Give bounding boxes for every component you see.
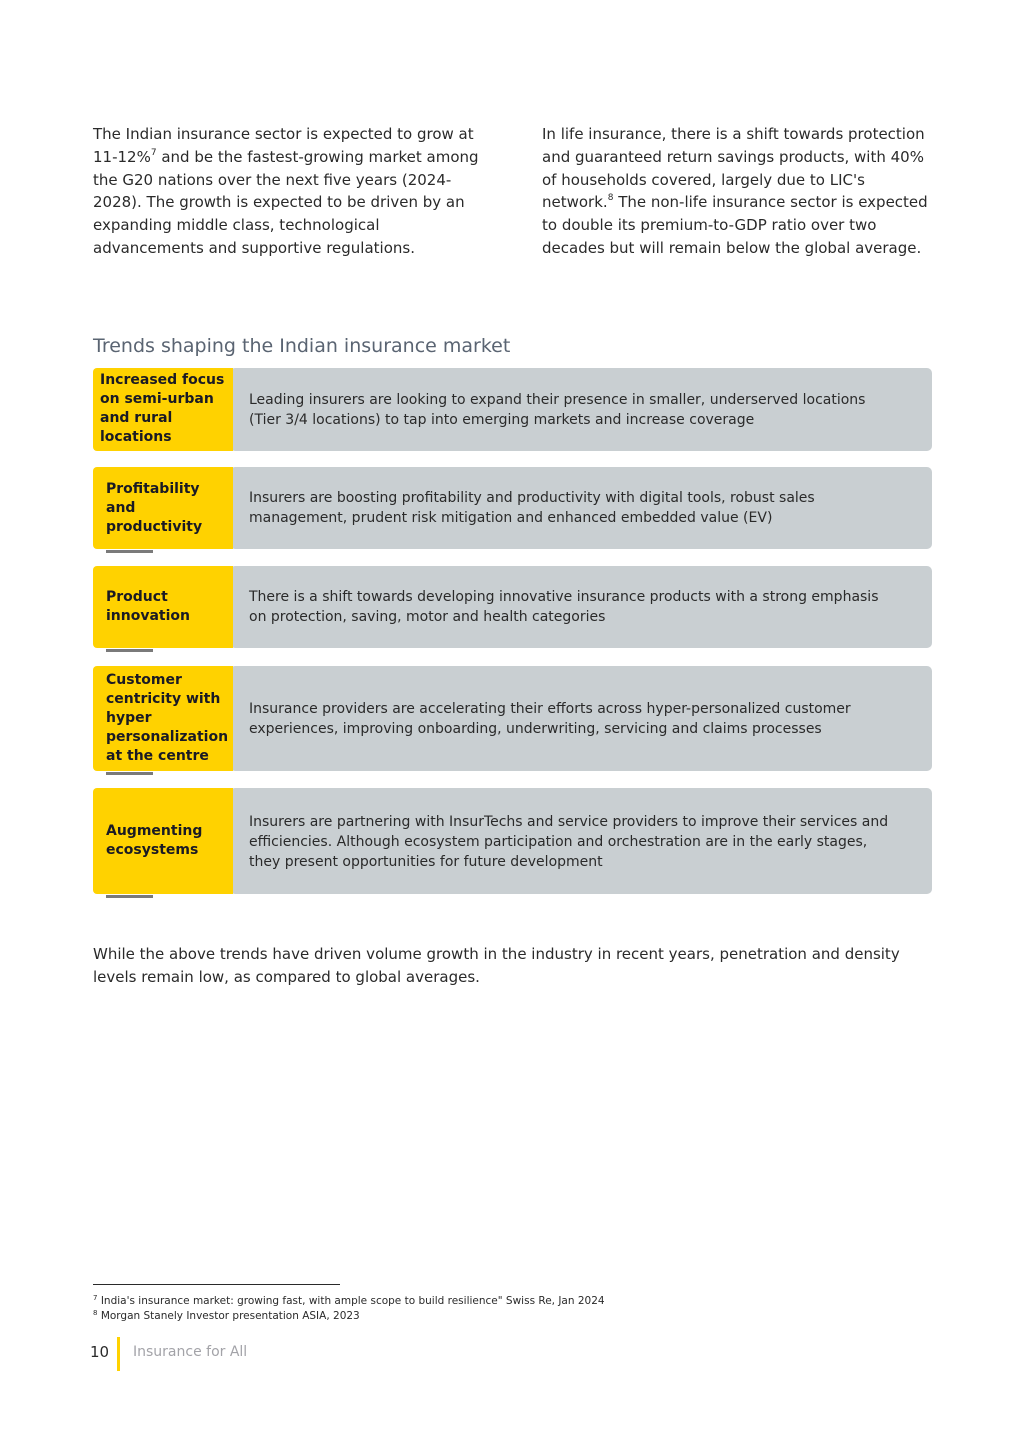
trend-label: Customer centricity with hyper personalization at the centre bbox=[93, 666, 233, 771]
page-number: 10 bbox=[90, 1343, 110, 1361]
intro-left-text-cont: and be the fastest-growing market among the G20 nations over the next five years (2024-2028). The growth is expected to be driven by an expanding middle class, technological advancements and supportive regulations. bbox=[93, 147, 479, 257]
trend-marker bbox=[106, 895, 153, 898]
trend-row-profitability bbox=[93, 467, 932, 549]
trend-row-product-innovation bbox=[93, 566, 932, 648]
footnote-text: Morgan Stanely Investor presentation ASIA, 2023 bbox=[100, 1310, 360, 1322]
intro-right-paragraph bbox=[542, 123, 932, 260]
trend-description-box bbox=[230, 788, 932, 894]
trend-description: Leading insurers are looking to expand their presence in smaller, underserved locations (Tier 3/4 locations) to tap into emerging markets and increase coverage bbox=[230, 368, 932, 451]
publication-title: Insurance for All bbox=[133, 1344, 248, 1360]
footnote-ref-7: 7 bbox=[150, 147, 157, 158]
trend-description: Insurers are partnering with InsurTechs and service providers to improve their services and efficiencies. Although ecosystem participation and orchestration are in the early stages, they present opportunities for future development bbox=[249, 814, 889, 870]
footnote-number: 8 bbox=[93, 1309, 98, 1317]
trend-label: Increased focus on semi-urban and rural locations bbox=[93, 368, 233, 451]
intro-right-text-cont: The non-life insurance sector is expected to double its premium-to-GDP ratio over two decades but will remain below the global average. bbox=[542, 193, 928, 257]
page-number-divider bbox=[117, 1337, 120, 1371]
trend-description: Insurance providers are accelerating their efforts across hyper-personalized customer experiences, improving onboarding, underwriting, servicing and claims processes bbox=[230, 666, 932, 771]
intro-left-paragraph bbox=[93, 123, 483, 260]
trend-marker bbox=[106, 550, 153, 553]
trend-row-customer-centricity bbox=[93, 666, 932, 771]
section-title: Trends shaping the Indian insurance market bbox=[93, 335, 511, 357]
trend-marker bbox=[106, 772, 153, 775]
intro-left-text: The Indian insurance sector is expected to grow at 11-12% bbox=[93, 125, 474, 166]
footnote-number: 7 bbox=[93, 1294, 98, 1302]
trend-label: Augmenting ecosystems bbox=[93, 788, 233, 894]
trend-label: Profitability and productivity bbox=[93, 467, 233, 549]
closing-paragraph: While the above trends have driven volume growth in the industry in recent years, penetration and density levels remain low, as compared to global averages. bbox=[93, 945, 900, 986]
footnote-text: India's insurance market: growing fast, with ample scope to build resilience" Swiss Re, Jan 2024 bbox=[100, 1295, 605, 1307]
intro-right-text: In life insurance, there is a shift towards protection and guaranteed return savings products, with 40% of households covered, largely due to LIC's network. bbox=[542, 125, 925, 212]
trend-description: There is a shift towards developing innovative insurance products with a strong emphasis on protection, saving, motor and health categories bbox=[230, 566, 932, 648]
trend-marker bbox=[106, 649, 153, 652]
trend-row-semi-urban bbox=[93, 368, 932, 451]
footnotes bbox=[93, 1294, 605, 1324]
trend-row-ecosystems bbox=[93, 788, 932, 894]
footnote-8 bbox=[93, 1309, 605, 1324]
footnote-divider bbox=[93, 1284, 340, 1285]
footnote-ref-8: 8 bbox=[607, 193, 614, 204]
trend-label: Product innovation bbox=[93, 566, 233, 648]
trend-description: Insurers are boosting profitability and productivity with digital tools, robust sales management, prudent risk mitigation and enhanced embedded value (EV) bbox=[230, 467, 932, 549]
footnote-7 bbox=[93, 1294, 605, 1309]
